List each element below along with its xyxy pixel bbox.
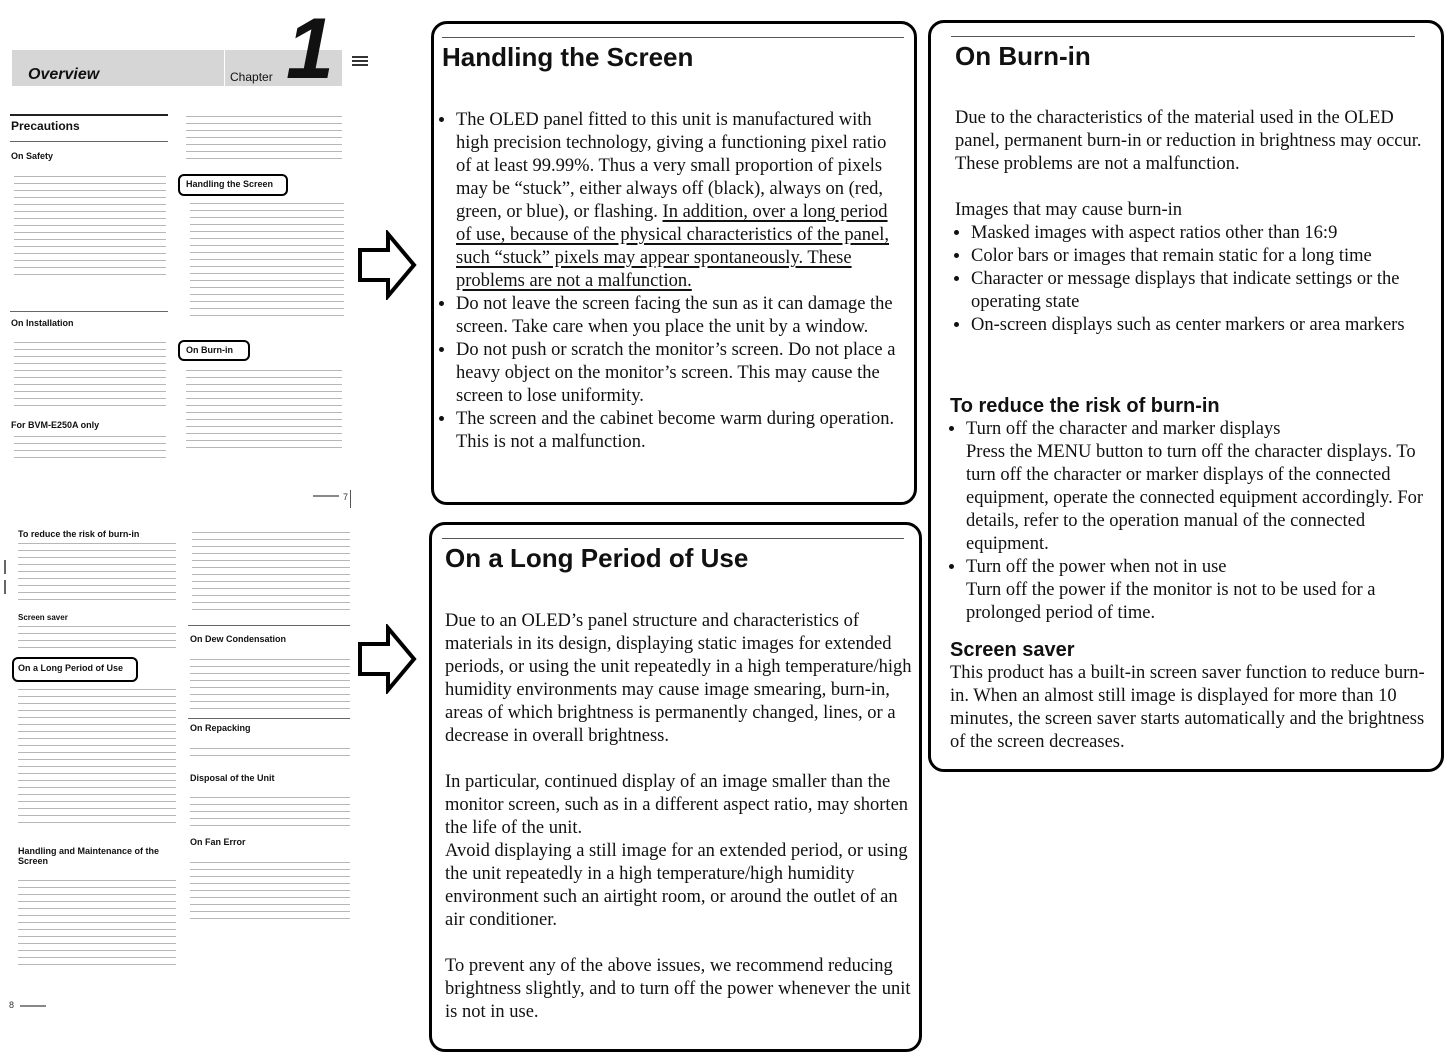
list-item: • Turn off the power when not in use Turn off the power if the monitor is not to be used for a prolonged period of time. [966,556,1438,625]
burnin-thumb-text [186,370,342,454]
r2-description: Turn off the power if the monitor is not to be used for a prolonged period of time. [966,580,1376,623]
header-separator [224,50,225,86]
on-safety-heading: On Safety [11,151,54,161]
reduce-thumb-text [18,543,176,606]
bullet-sun: • Do not leave the screen facing the sun as it can damage the screen. Take care when you place the unit by a window. [456,293,900,339]
long-use-thumb-text [18,689,176,829]
burnin-box [928,20,1444,772]
reduce-risk-heading: To reduce the risk of burn-in [950,395,1220,417]
long-use-p4: To prevent any of the above issues, we recommend reducing brightness slightly, and to turn off the power whenever the unit is not in use. [445,956,911,1022]
model-heading: For BVM-E250A only [11,420,100,430]
repacking-thumb-text [190,748,350,762]
handling-thumb-text [190,203,344,322]
bullet-warm: • The screen and the cabinet become warm during operation. This is not a malfunction. [456,408,900,454]
disposal-thumb-text [190,797,350,832]
model-text-block [14,436,166,464]
long-use-body [445,610,915,1024]
screen-saver-text: This product has a built-in screen saver function to reduce burn-in. When an almost still image is displayed for more than 10 minutes, the screen saver starts automatically and the brightness of the screen decreases. [950,663,1425,752]
side-tab-bottom [4,560,12,620]
screen-saver-heading: Screen saver [950,639,1075,661]
list-item: • Character or message displays that indicate settings or the operating state [971,268,1435,314]
right-col-bottom-text-1 [192,532,350,616]
handling-screen-title: Handling the Screen [442,42,694,72]
repacking-thumb-heading: On Repacking [190,723,251,733]
long-use-thumb-label: On a Long Period of Use [18,663,124,673]
on-installation-heading: On Installation [11,318,74,328]
reduce-risk-section [950,395,1438,754]
list-item: • Color bars or images that remain static for a long time [971,245,1435,268]
long-use-p1: Due to an OLED’s panel structure and characteristics of materials in its design, displaying static images for extended periods, or using the unit repeatedly in a high temperature/high humidity environments may cause image smearing, burn-in, areas of which brightness is permanently changed, lines, or a decrease in overall brightness. [445,611,912,746]
long-use-title: On a Long Period of Use [445,543,749,573]
long-use-p2: In particular, continued display of an image smaller than the monitor screen, such as in a different aspect ratio, may shorten the life of the unit. [445,772,909,838]
precautions-heading: Precautions [11,119,80,133]
page-number-7: 7 [343,492,349,502]
arrow-right-icon [356,624,420,694]
long-use-p3: Avoid displaying a still image for an extended period, or using the unit repeatedly in a high temperature/high humidity environment such an airtight room, or around the outlet of an air conditioner. [445,841,908,930]
overview-label: Overview [28,66,100,83]
bullet-push: • Do not push or scratch the monitor’s screen. Do not place a heavy object on the monitor’s screen. This may cause the screen to lose uniformity. [456,339,900,408]
burnin-thumb-label: On Burn-in [186,345,233,355]
list-item: • Turn off the character and marker displays Press the MENU button to turn off the character displays. To turn off the character or marker displays of the connected equipment, operate the connected equipment accordingly. For details, refer to the operation manual of the connected equipment. [966,418,1438,556]
list-item: • On-screen displays such as center markers or area markers [971,314,1435,337]
burnin-intro-1: Due to the characteristics of the material used in the OLED panel, permanent burn-in or reduction in brightness may occur. [955,108,1422,151]
underlined-stuck-pixels: In addition, over a long period of use, because of the physical characteristics of the panel, such “stuck” pixels may appear spontaneously. These problems are not a malfunction. [456,202,890,291]
reduce-risk-list [950,418,1438,625]
disposal-thumb-heading: Disposal of the Unit [190,773,275,783]
handling-screen-thumb-label: Handling the Screen [186,179,274,189]
bullet-pixels: • The OLED panel fitted to this unit is manufactured with high precision technology, giving a functioning pixel ratio of at least 99.99%. Thus a very small proportion of pixels may be “stuck”, either always off (black), always on (red, green, or blue), or flashing. In addition, over a long period of use, because of the physical characteristics of the panel, such “stuck” pixels may appear spontaneously. These problems are not a malfunction. [456,109,900,293]
side-tab [352,56,368,116]
maint-thumb-text [18,880,176,971]
burnin-intro-2: These problems are not a malfunction. [955,154,1240,174]
installation-text-block [14,342,166,412]
chapter-number: 1 [286,1,334,97]
list-item: • Masked images with aspect ratios other than 16:9 [971,222,1435,245]
fan-error-thumb-heading: On Fan Error [190,837,246,847]
burnin-title: On Burn-in [955,41,1091,71]
dew-thumb-heading: On Dew Condensation [190,634,287,644]
long-use-box [429,522,922,1052]
handling-bullets [440,109,900,454]
dew-thumb-text [190,659,350,715]
handling-maint-thumb-heading: Handling and Maintenance of the Screen [18,846,160,866]
handling-screen-box [431,21,917,505]
images-heading: Images that may cause burn-in [955,200,1183,220]
safety-text-block [14,176,166,281]
reduce-risk-thumb-heading: To reduce the risk of burn-in [18,529,140,539]
page-number-8: 8 [9,1000,15,1010]
screen-saver-thumb-heading: Screen saver [18,613,68,622]
saver-thumb-text [18,626,176,654]
images-list [955,222,1435,337]
fan-thumb-text [190,862,350,925]
chapter-label: Chapter [230,70,273,84]
burnin-intro [955,107,1435,337]
arrow-right-icon [356,230,420,300]
r1-description: Press the MENU button to turn off the character displays. To turn off the character or marker displays of the connected equipment, operate the connected equipment accordingly. For details, refer to the operation manual of the connected equipment. [966,442,1424,554]
right-col-text-1 [186,116,342,165]
